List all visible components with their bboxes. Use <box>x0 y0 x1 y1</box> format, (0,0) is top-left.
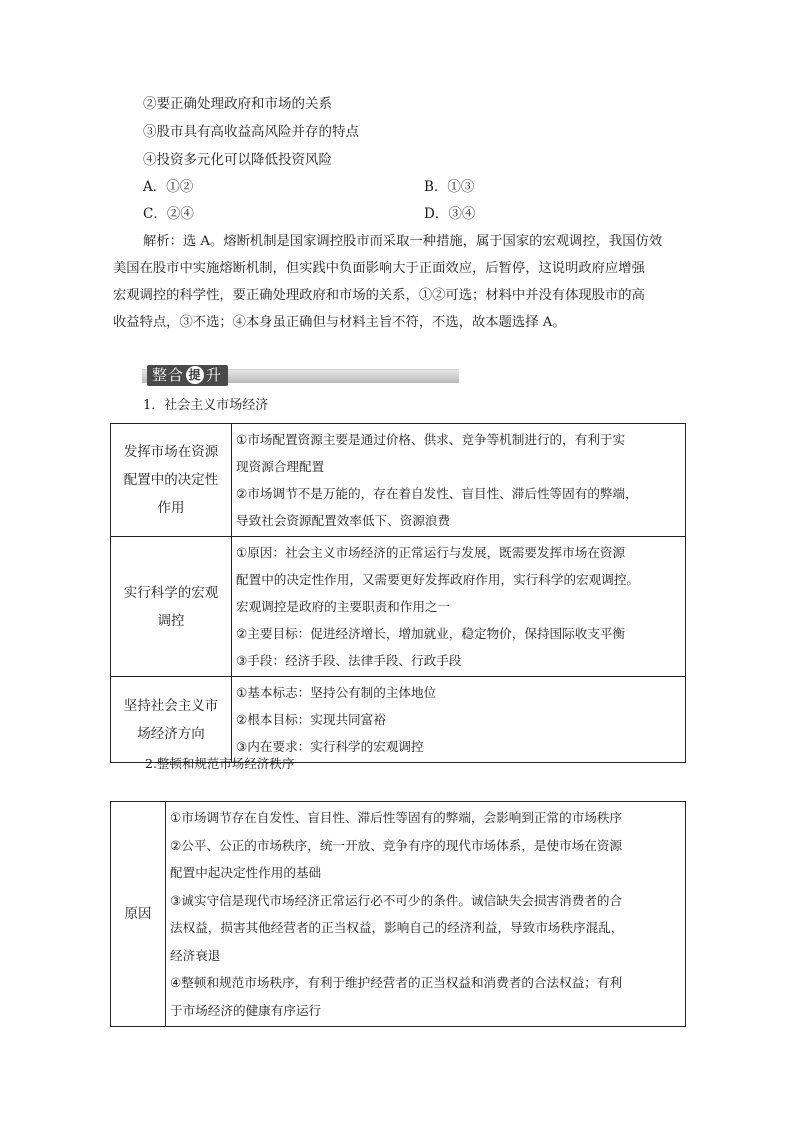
content-line: 宏观调控是政府的主要职责和作用之一 <box>236 599 451 614</box>
row-label-line: 场经济方向 <box>137 725 205 742</box>
content-line: 法权益，损害其他经营者的正当权益，影响自己的经济利益，导致市场秩序混乱， <box>170 920 624 935</box>
content-line: ①基本标志：坚持公有制的主体地位 <box>236 685 437 700</box>
table-row <box>111 802 686 1027</box>
analysis-line-1: 解析：选 A。熔断机制是国家调控股市而采取一种措施，属于国家的宏观调控，我国仿效 <box>143 234 663 249</box>
content-line: 现资源合理配置 <box>236 459 325 474</box>
analysis-line-2: 美国在股市中实施熔断机制，但实践中负面影响大于正面效应，后暂停，这说明政府应增强 <box>113 261 645 276</box>
content-line: ③手段：经济手段、法律手段、行政手段 <box>236 653 462 668</box>
section-banner <box>142 366 459 385</box>
row-content <box>232 537 686 677</box>
row-label <box>111 537 232 677</box>
row-content <box>232 677 686 763</box>
row-content <box>232 424 686 537</box>
choice-c: C．②④ <box>143 206 194 222</box>
content-line: 于市场经济的健康有序运行 <box>170 1002 322 1018</box>
row-label-line: 作用 <box>157 500 185 516</box>
option-statement-3: ③股市具有高收益高风险并存的特点 <box>143 124 359 140</box>
content-line: ②公平、公正的市场秩序，统一开放、竞争有序的现代市场体系，是使市场在资源 <box>170 837 623 853</box>
option-statement-4: ④投资多元化可以降低投资风险 <box>143 152 332 168</box>
row-label <box>111 424 232 537</box>
analysis-line-4: 收益特点，③不选；④本身虽正确但与材料主旨不符，不选，故本题选择 A。 <box>113 315 566 330</box>
section1-heading: 1．社会主义市场经济 <box>143 398 269 413</box>
content-line: ③内在要求：实行科学的宏观调控 <box>236 739 424 754</box>
content-line: ②根本目标：实现共同富裕 <box>236 712 386 727</box>
market-economy-table <box>110 423 686 763</box>
banner-title-post: 升 <box>206 366 223 384</box>
row-label-line: 坚持社会主义市 <box>123 697 219 714</box>
content-line: ④整顿和规范市场秩序，有利于维护经营者的正当权益和消费者的合法权益；有利 <box>170 975 623 990</box>
row-label-line: 调控 <box>157 612 185 629</box>
row-label-line: 实行科学的宏观 <box>123 584 219 601</box>
banner-title <box>147 365 228 386</box>
row-label-line: 配置中的决定性 <box>123 472 219 488</box>
content-line: ①市场调节存在自发性、盲目性、滞后性等固有的弊端，会影响到正常的市场秩序 <box>170 810 623 825</box>
content-line: ②市场调节不是万能的，存在着自发性、盲目性、滞后性等固有的弊端， <box>236 486 638 501</box>
content-line: 导致社会资源配置效率低下、资源浪费 <box>236 513 451 528</box>
table-row <box>111 677 686 763</box>
choice-d: D．③④ <box>424 206 476 222</box>
analysis-line-3: 宏观调控的科学性，要正确处理政府和市场的关系，①②可选；材料中并没有体现股市的高 <box>113 288 645 303</box>
row-content <box>166 802 686 1027</box>
content-line: ③诚实守信是现代市场经济正常运行必不可少的条件。诚信缺失会损害消费者的合 <box>170 892 623 908</box>
row-label <box>111 677 232 763</box>
market-order-table <box>110 801 686 1027</box>
section2-heading: 2.整顿和规范市场经济秩序 <box>145 756 295 771</box>
content-line: 经济衰退 <box>170 947 221 963</box>
content-line: ②主要目标：促进经济增长，增加就业，稳定物价，保持国际收支平衡 <box>236 626 626 641</box>
banner-circle-char: 提 <box>186 366 204 384</box>
content-line: 配置中的决定性作用，又需要更好发挥政府作用，实行科学的宏观调控。 <box>236 572 639 587</box>
banner-title-pre: 整合 <box>152 366 185 384</box>
table-row <box>111 424 686 537</box>
choice-b: B．①③ <box>424 179 475 195</box>
row-label: 原因 <box>111 802 166 1027</box>
choice-a: A．①② <box>143 179 194 195</box>
content-line: ①市场配置资源主要是通过价格、供求、竞争等机制进行的，有利于实 <box>236 432 626 447</box>
table-row <box>111 537 686 677</box>
content-line: ①原因：社会主义市场经济的正常运行与发展，既需要发挥市场在资源 <box>236 545 626 560</box>
option-statement-2: ②要正确处理政府和市场的关系 <box>143 96 332 112</box>
row-label-line: 发挥市场在资源 <box>123 444 219 460</box>
content-line: 配置中起决定性作用的基础 <box>170 865 322 880</box>
